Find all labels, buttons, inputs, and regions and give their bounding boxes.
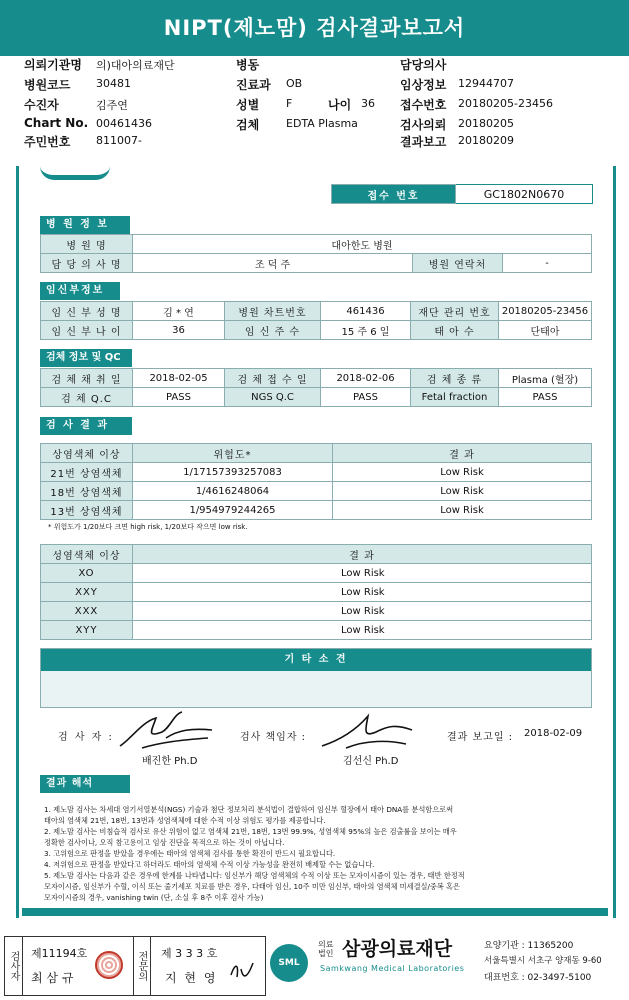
patient-value: 김주연 xyxy=(96,99,128,112)
interp-line: 3. 고위험으로 판정을 받았을 경우에는 태아의 염색체 검사를 통한 확진이 반드시 필요합니다. xyxy=(44,849,336,858)
doctor-name-label: 담 당 의 사 명 xyxy=(41,254,133,273)
tester-box xyxy=(4,936,266,996)
interp-line: 5. 제노맘 검사는 다음과 같은 경우에 한계를 나타냅니다: 임신부가 해당 염색체의 수적 이상 또는 모자이시즘이 있는 경우, 태반 한정적 xyxy=(44,871,465,880)
fetal-fraction-value: PASS xyxy=(499,388,592,407)
specimen-value: EDTA Plasma xyxy=(286,117,358,130)
sex-label: 성별 xyxy=(236,98,260,112)
org-phone: 대표번호 : 02-3497-5100 xyxy=(484,973,592,983)
doctor-license: 제 3 3 3 호 xyxy=(161,947,218,960)
remarks-heading: 기 타 소 견 xyxy=(41,649,591,671)
remarks-text xyxy=(41,671,591,679)
sex-result-value: Low Risk xyxy=(133,621,592,640)
hospital-name-label: 병 원 명 xyxy=(41,235,133,254)
sex-result-value: Low Risk xyxy=(133,583,592,602)
collect-date-value: 2018-02-05 xyxy=(133,369,225,388)
interp-line: 모자이시즘의 경우, vanishing twin (단, 소실 후 8주 이후 검사 가능) xyxy=(44,893,264,902)
receipt-label: 접수번호 xyxy=(400,98,447,112)
receipt-no-label: 접수 번호 xyxy=(332,185,456,204)
doctor-label: 담당의사 xyxy=(400,58,447,72)
results-heading: 검 사 결 과 xyxy=(40,417,132,435)
ward-label: 병동 xyxy=(236,58,260,72)
receive-date-label: 검 체 접 수 일 xyxy=(225,369,321,388)
interp-heading: 결과 해석 xyxy=(40,775,130,793)
collect-date-label: 검 체 채 취 일 xyxy=(41,369,133,388)
patient-label: 수진자 xyxy=(24,98,59,112)
doc-logo-fragment xyxy=(40,166,110,180)
specimen-type-value: Plasma (혈장) xyxy=(499,369,592,388)
request-value: 20180205 xyxy=(458,117,514,130)
tester-signature xyxy=(112,708,222,752)
hospital-contact-value: - xyxy=(503,254,592,273)
footer xyxy=(0,930,629,1000)
report-date-sign-value: 2018-02-09 xyxy=(524,728,583,739)
chart-label: Chart No. xyxy=(24,116,89,130)
doctor-box-label: 전문의 xyxy=(133,937,151,995)
report-date-label: 결과보고 xyxy=(400,135,447,149)
mgmt-no-label: 재단 관리 번호 xyxy=(411,302,499,321)
interp-line: 태아의 염색체 21번, 18번, 13번과 성염색체에 대한 수적 이상 위험도 평가를 제공합니다. xyxy=(44,816,326,825)
tester-seal xyxy=(95,951,123,979)
doctor-name-value: 조 덕 주 xyxy=(133,254,413,273)
table-row xyxy=(41,564,592,583)
org-english: Samkwang Medical Laboratories xyxy=(320,964,465,973)
specimen-qc-label: 검 체 Q.C xyxy=(41,388,133,407)
sex-result-value: Low Risk xyxy=(133,602,592,621)
institution-value: 의)대아의료재단 xyxy=(96,59,175,72)
table-row xyxy=(41,602,592,621)
org-prefix: 의료법인 xyxy=(318,940,334,958)
tester-sign-label: 검 사 자 : xyxy=(58,732,114,743)
sex-chrom-col-header: 성염색체 이상 xyxy=(41,545,133,564)
weeks-value: 15 주 6 일 xyxy=(321,321,411,340)
sex-chrom-name: XYY xyxy=(41,621,133,640)
risk-footnote: * 위험도가 1/20보다 크면 high risk, 1/20보다 작으면 low risk. xyxy=(48,523,248,531)
specimen-type-label: 검 체 종 류 xyxy=(411,369,499,388)
receive-date-value: 2018-02-06 xyxy=(321,369,411,388)
age-label: 나이 xyxy=(328,98,352,112)
ngs-qc-value: PASS xyxy=(321,388,411,407)
sex-chrom-name: XO xyxy=(41,564,133,583)
dept-value: OB xyxy=(286,77,303,90)
autosome-col-header: 상염색체 이상 xyxy=(41,444,133,463)
pregnant-info-heading: 임신부정보 xyxy=(40,282,120,300)
institution-label: 의뢰기관명 xyxy=(24,58,82,72)
hospital-info-heading: 병 원 정 보 xyxy=(40,216,130,234)
specimen-label: 검체 xyxy=(236,118,260,132)
table-row xyxy=(41,621,592,640)
interp-line: 정확한 검사이나, 오직 참고용이고 임상 진단을 목적으로 하는 것이 아닙니다. xyxy=(44,838,285,847)
doctor-footer-name: 지 현 영 xyxy=(165,971,218,985)
age-value: 36 xyxy=(361,97,375,110)
request-label: 검사의뢰 xyxy=(400,118,447,132)
chart-no-value: 461436 xyxy=(321,302,411,321)
pregnant-info-table xyxy=(40,301,592,340)
tester-footer-name: 최 삼 규 xyxy=(31,971,74,985)
risk-value: 1/4616248064 xyxy=(133,482,333,501)
org-code: 요양기관 : 11365200 xyxy=(484,941,574,951)
hospital-info-table xyxy=(40,234,592,273)
specimen-qc-value: PASS xyxy=(133,388,225,407)
doc-bottom-bar xyxy=(22,908,608,916)
interp-line: 1. 제노맘 검사는 차세대 염기서열분석(NGS) 기술과 첨단 정보처리 분석법이 결합하여 임신부 혈장에서 태아 DNA를 분석함으로써 xyxy=(44,805,454,814)
result-value: Low Risk xyxy=(333,482,592,501)
interp-text xyxy=(44,804,592,903)
pregnant-name-value: 김 * 연 xyxy=(133,302,225,321)
chrom-name: 21번 상염색체 xyxy=(41,463,133,482)
tester-license: 제11194호 xyxy=(31,947,88,960)
org-name: 삼광의료재단 xyxy=(342,938,453,960)
specimen-info-heading: 검체 정보 및 QC xyxy=(40,349,132,367)
specimen-info-table xyxy=(40,368,592,407)
fetus-count-label: 태 아 수 xyxy=(411,321,499,340)
sex-chrom-table xyxy=(40,544,592,640)
org-address: 서울특별시 서초구 양재동 9-60 xyxy=(484,956,602,966)
sex-chrom-name: XXX xyxy=(41,602,133,621)
receipt-no-value: GC1802N0670 xyxy=(456,185,593,204)
table-row xyxy=(41,463,592,482)
chart-value: 00461436 xyxy=(96,117,152,130)
patient-header xyxy=(0,56,629,168)
id-value: 811007- xyxy=(96,134,142,147)
table-row xyxy=(41,482,592,501)
chrom-name: 18번 상염색체 xyxy=(41,482,133,501)
interp-line: 모자이시즘, 임신부가 수혈, 이식 또는 줄기세포 치료를 받은 경우, 다태아 임신, 10주 미만 임신부, 태아의 염색체 미세결실/중복 혹은 xyxy=(44,882,460,891)
sex-result-value: Low Risk xyxy=(133,564,592,583)
risk-col-header: 위험도* xyxy=(133,444,333,463)
pregnant-age-label: 임 신 부 나 이 xyxy=(41,321,133,340)
hospital-code-value: 30481 xyxy=(96,77,131,90)
tester-box-label: 검사자 xyxy=(5,937,23,995)
weeks-label: 임 신 주 수 xyxy=(225,321,321,340)
receipt-value: 20180205-23456 xyxy=(458,97,553,110)
fetal-fraction-label: Fetal fraction xyxy=(411,388,499,407)
autosome-results-table xyxy=(40,443,592,520)
resp-name: 김선신 Ph.D xyxy=(343,756,399,767)
table-row xyxy=(41,583,592,602)
result-col-header: 결 과 xyxy=(333,444,592,463)
result-value: Low Risk xyxy=(333,501,592,520)
risk-value: 1/17157393257083 xyxy=(133,463,333,482)
receipt-no-table xyxy=(331,184,593,204)
sex-chrom-name: XXY xyxy=(41,583,133,602)
id-label: 주민번호 xyxy=(24,135,71,149)
interp-line: 4. 저위험으로 판정을 받았다고 하더라도 태아의 염색체 수적 이상 가능성을 완전히 배제할 수는 없습니다. xyxy=(44,860,375,869)
chrom-name: 13번 상염색체 xyxy=(41,501,133,520)
ngs-qc-label: NGS Q.C xyxy=(225,388,321,407)
resp-signature xyxy=(316,710,426,752)
hospital-contact-label: 병원 연락처 xyxy=(413,254,503,273)
tester-name: 배진한 Ph.D xyxy=(142,756,198,767)
clinical-label: 임상정보 xyxy=(400,78,447,92)
sml-logo: SML xyxy=(270,944,308,982)
dept-label: 진료과 xyxy=(236,78,271,92)
interp-line: 2. 제노맘 검사는 비침습적 검사로 유산 위험이 없고 염색체 21번, 18번, 13번 99.9%, 성염색체 95%의 높은 검출률을 보이는 매우 xyxy=(44,827,457,836)
report-date-value: 20180209 xyxy=(458,134,514,147)
remarks-box xyxy=(40,648,592,708)
report-date-sign-label: 결과 보고일 : xyxy=(447,732,514,743)
fetus-count-value: 단태아 xyxy=(499,321,592,340)
pregnant-age-value: 36 xyxy=(133,321,225,340)
resp-sign-label: 검사 책임자 : xyxy=(240,732,307,743)
pregnant-name-label: 임 신 부 성 명 xyxy=(41,302,133,321)
hospital-code-label: 병원코드 xyxy=(24,78,71,92)
mgmt-no-value: 20180205-23456 xyxy=(499,302,592,321)
hospital-name-value: 대아한도 병원 xyxy=(133,235,592,254)
clinical-value: 12944707 xyxy=(458,77,514,90)
risk-value: 1/954979244265 xyxy=(133,501,333,520)
chart-no-label: 병원 차트번호 xyxy=(225,302,321,321)
sex-value: F xyxy=(286,97,293,110)
table-row xyxy=(41,501,592,520)
doctor-signature xyxy=(227,959,257,983)
result-value: Low Risk xyxy=(333,463,592,482)
sex-result-col-header: 결 과 xyxy=(133,545,592,564)
report-title: NIPT(제노맘) 검사결과보고서 xyxy=(0,0,629,56)
